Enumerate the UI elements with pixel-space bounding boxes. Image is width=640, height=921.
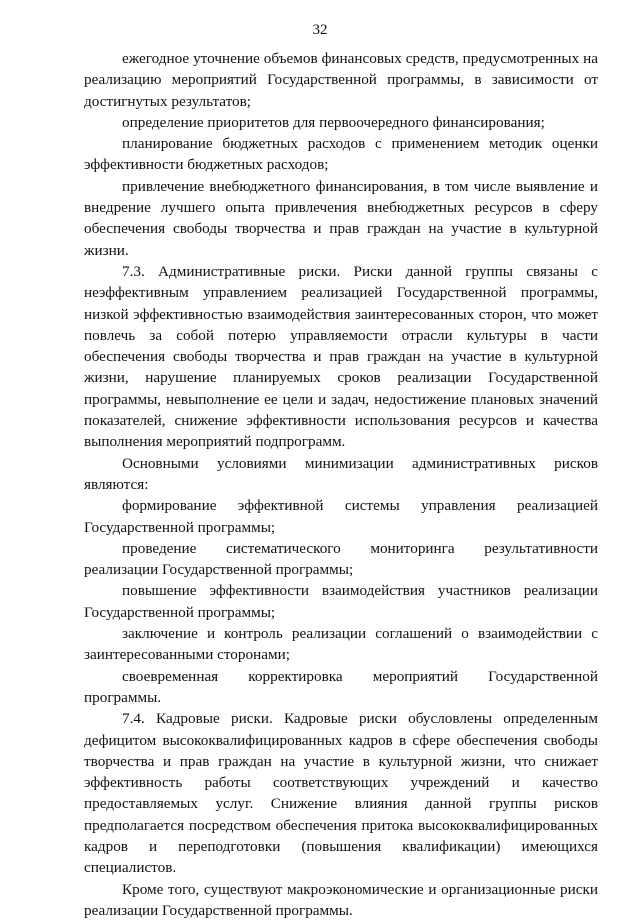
paragraph-administrative-risks: 7.3. Административные риски. Риски данной группы связаны с неэффективным управлением реализацией Государственной программы, низкой эффективностью взаимодействия заинтересованных сторон, что может повлечь за собой потерю управляемости отрасли культуры в части обеспечения свободы творчества и прав граждан на участие в культурной жизни, нарушение планируемых сроков реализации Государственной программы, невыполнение ее цели и задач, недостижение плановых значений показателей, снижение эффективности использования ресурсов и качества выполнения мероприятий подпрограмм. <box>84 262 598 451</box>
paragraph-funding-priorities: определение приоритетов для первоочередного финансирования; <box>122 113 545 131</box>
paragraph-personnel-risks: 7.4. Кадровые риски. Кадровые риски обусловлены определенным дефицитом высококвалифицированных кадров в сфере обеспечения свободы творчества и прав граждан на участие в культурной жизни, что снижает эффективность работы соответствующих учреждений и качество предоставляемых услуг. Снижение влияния данной группы рисков предполагается посредством обеспечения притока высококвалифицированных кадров и переподготовки (повышения квалификации) имеющихся специалистов. <box>84 710 598 877</box>
paragraph-management-system: формирование эффективной системы управления реализацией Государственной программы; <box>84 497 598 536</box>
paragraph-monitoring: проведение систематического мониторинга результативности реализации Государственной программы; <box>84 539 598 579</box>
paragraph-annual-funding-update: ежегодное уточнение объемов финансовых средств, предусмотренных на реализацию мероприятий Государственной программы, в зависимости от достигнутых результатов; <box>84 50 598 110</box>
paragraph-agreements: заключение и контроль реализации соглашений о взаимодействии с заинтересованными сторонами; <box>84 625 598 664</box>
paragraph-participant-interaction: повышение эффективности взаимодействия участников реализации Государственной программы; <box>84 582 598 621</box>
document-body <box>84 48 598 921</box>
paragraph-extrabudgetary-funding: привлечение внебюджетного финансирования, в том числе выявление и внедрение лучшего опыта привлечения внебюджетных ресурсов в сферу обеспечения свободы творчества и прав граждан на участие в культурной жизни. <box>84 177 598 259</box>
paragraph-timely-adjustment: своевременная корректировка мероприятий Государственной программы. <box>84 667 598 706</box>
paragraph-risk-mitigation-conditions: Основными условиями минимизации административных рисков являются: <box>84 454 598 493</box>
page-number: 32 <box>312 22 328 38</box>
paragraph-budget-planning: планирование бюджетных расходов с применением методик оценки эффективности бюджетных расходов; <box>84 135 598 174</box>
paragraph-other-risks: Кроме того, существуют макроэкономические и организационные риски реализации Государственной программы. <box>84 880 598 919</box>
